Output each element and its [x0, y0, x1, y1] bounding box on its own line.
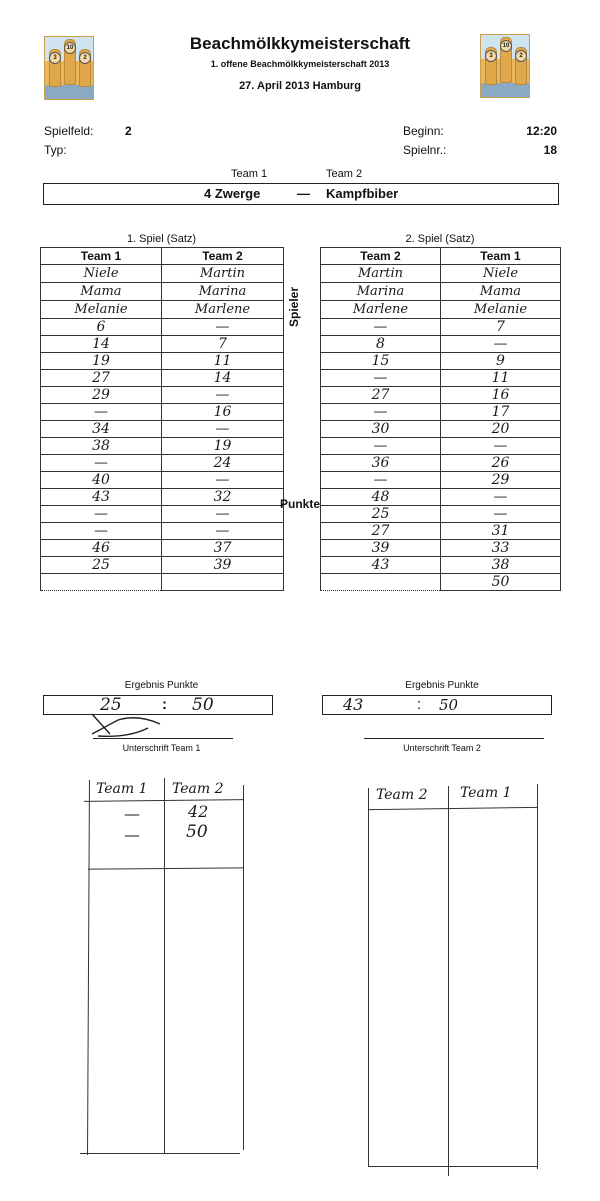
score-cell: 30 [321, 421, 441, 438]
spielfeld-label: Spielfeld: [44, 124, 94, 138]
game2-caption: 2. Spiel (Satz) [405, 233, 475, 245]
extra-right-col-a: Team 2 [376, 787, 428, 803]
score-cell: 31 [441, 523, 561, 540]
extra-left-cell: 50 [186, 822, 208, 842]
score-cell: 11 [441, 370, 561, 387]
player-name: Marina [321, 283, 441, 301]
typ-label: Typ: [44, 143, 67, 157]
score-cell: 9 [441, 353, 561, 370]
game1-result-a: 25 [100, 695, 122, 715]
player-name: Martin [321, 265, 441, 283]
extra-left-col-b: Team 2 [172, 781, 224, 797]
signature-team1-caption: Unterschrift Team 1 [122, 743, 201, 753]
event-date: 27. April 2013 Hamburg [239, 80, 361, 92]
score-cell: 25 [321, 506, 441, 523]
score-cell: — [441, 438, 561, 455]
score-cell: — [321, 370, 441, 387]
score-cell: 8 [321, 336, 441, 353]
score-cell: 48 [321, 489, 441, 506]
page-subtitle: 1. offene Beachmölkkymeisterschaft 2013 [210, 59, 390, 69]
score-row [41, 489, 284, 506]
score-row [321, 370, 561, 387]
score-cell: 20 [441, 421, 561, 438]
score-cell: — [162, 523, 284, 540]
extra-right-col-b: Team 1 [460, 785, 512, 801]
game2-col-a: Team 2 [321, 248, 441, 265]
score-cell: 43 [41, 489, 162, 506]
player-row [321, 283, 561, 301]
score-row [41, 574, 284, 591]
player-name: Marlene [321, 301, 441, 319]
matchup-separator: — [297, 186, 310, 201]
team1-caption: Team 1 [231, 168, 268, 180]
game2-table [320, 247, 561, 591]
game1-caption: 1. Spiel (Satz) [126, 233, 197, 245]
logo-pin-label: 10 [500, 40, 512, 52]
player-row [41, 283, 284, 301]
player-row [41, 265, 284, 283]
score-cell: 32 [162, 489, 284, 506]
player-name: Marlene [162, 301, 284, 319]
logo-pin-label: 10 [64, 42, 76, 54]
score-row [321, 455, 561, 472]
score-row [321, 574, 561, 591]
player-row [41, 301, 284, 319]
game2-result-sep: : [417, 696, 422, 713]
game1-col-a: Team 1 [41, 248, 162, 265]
score-cell: 11 [162, 353, 284, 370]
score-cell: 29 [41, 387, 162, 404]
game1-result-sep: : [162, 696, 167, 713]
score-row [321, 353, 561, 370]
score-row [41, 336, 284, 353]
team2-name: Kampfbiber [326, 186, 399, 201]
spielnr-value: 18 [543, 143, 557, 157]
score-cell: 15 [321, 353, 441, 370]
extra-left-cell: 42 [188, 802, 209, 821]
score-row [41, 523, 284, 540]
score-row [321, 506, 561, 523]
signature-team2-caption: Unterschrift Team 2 [403, 743, 481, 753]
score-cell: 38 [441, 557, 561, 574]
score-cell: 27 [321, 523, 441, 540]
score-row [321, 319, 561, 336]
score-cell: 39 [162, 557, 284, 574]
score-cell: — [321, 319, 441, 336]
score-cell: 24 [162, 455, 284, 472]
score-cell: 14 [162, 370, 284, 387]
score-cell: 25 [41, 557, 162, 574]
score-row [321, 557, 561, 574]
game2-result-b: 50 [439, 696, 459, 714]
player-row [321, 265, 561, 283]
game1-result-caption: Ergebnis Punkte [124, 680, 199, 691]
score-cell: — [162, 319, 284, 336]
score-cell: 16 [441, 387, 561, 404]
score-cell: — [441, 506, 561, 523]
score-cell: 37 [162, 540, 284, 557]
score-row [321, 387, 561, 404]
score-cell: 36 [321, 455, 441, 472]
score-cell: — [41, 523, 162, 540]
score-cell: 17 [441, 404, 561, 421]
score-row [41, 472, 284, 489]
spieler-label: Spieler [287, 286, 301, 327]
game1-col-b: Team 2 [162, 248, 284, 265]
player-row [321, 301, 561, 319]
game2-result-caption: Ergebnis Punkte [405, 680, 479, 691]
score-cell: — [162, 421, 284, 438]
score-cell: 50 [441, 574, 561, 591]
score-cell: 39 [321, 540, 441, 557]
score-cell: 27 [41, 370, 162, 387]
game2-result-a: 43 [343, 695, 364, 714]
spielnr-label: Spielnr.: [403, 143, 447, 157]
score-row [321, 523, 561, 540]
score-cell: — [41, 506, 162, 523]
score-cell: 40 [41, 472, 162, 489]
score-cell: 29 [441, 472, 561, 489]
team1-name: 4 Zwerge [204, 186, 261, 201]
score-cell: 34 [41, 421, 162, 438]
score-cell: 46 [41, 540, 162, 557]
logo-pin-label: 2 [79, 52, 91, 64]
beginn-value: 12:20 [526, 124, 557, 138]
score-cell: 43 [321, 557, 441, 574]
score-cell: 7 [162, 336, 284, 353]
extra-left-cell: — [124, 825, 140, 844]
score-cell: — [441, 336, 561, 353]
score-row [41, 455, 284, 472]
score-cell: 7 [441, 319, 561, 336]
score-cell: 19 [41, 353, 162, 370]
score-cell: 26 [441, 455, 561, 472]
score-cell: 14 [41, 336, 162, 353]
player-name: Mama [41, 283, 162, 301]
score-cell [162, 574, 284, 591]
punkte-label: Punkte [280, 497, 321, 511]
spielfeld-value: 2 [125, 124, 132, 138]
score-row [41, 557, 284, 574]
score-row [321, 421, 561, 438]
player-name: Melanie [441, 301, 561, 319]
player-name: Marina [162, 283, 284, 301]
score-row [41, 387, 284, 404]
score-cell: — [41, 455, 162, 472]
logo-pin-label: 2 [515, 50, 527, 62]
game2-col-b: Team 1 [441, 248, 561, 265]
score-row [41, 353, 284, 370]
player-name: Mama [441, 283, 561, 301]
score-cell: — [162, 506, 284, 523]
score-row [321, 404, 561, 421]
beginn-label: Beginn: [403, 124, 444, 138]
score-cell: — [321, 472, 441, 489]
score-cell [41, 574, 162, 591]
score-cell [321, 574, 441, 591]
game2-result-box [322, 695, 552, 715]
score-row [41, 404, 284, 421]
score-row [321, 438, 561, 455]
team2-caption: Team 2 [326, 168, 363, 180]
score-row [41, 438, 284, 455]
score-row [321, 336, 561, 353]
score-cell: — [321, 438, 441, 455]
player-name: Melanie [41, 301, 162, 319]
extra-left-cell: — [124, 804, 140, 823]
score-row [41, 370, 284, 387]
score-row [41, 421, 284, 438]
page-title: Beachmölkkymeisterschaft [189, 34, 411, 53]
game1-table [40, 247, 284, 591]
player-name: Martin [162, 265, 284, 283]
score-cell: — [162, 387, 284, 404]
score-row [41, 319, 284, 336]
matchup-box [43, 183, 559, 205]
logo-pin-label: 3 [49, 52, 61, 64]
score-row [321, 472, 561, 489]
player-name: Niele [441, 265, 561, 283]
game1-result-b: 50 [192, 695, 214, 715]
score-row [41, 540, 284, 557]
score-cell: — [441, 489, 561, 506]
score-row [321, 489, 561, 506]
extra-left-col-a: Team 1 [96, 781, 148, 797]
score-cell: 16 [162, 404, 284, 421]
score-row [321, 540, 561, 557]
score-cell: 38 [41, 438, 162, 455]
player-name: Niele [41, 265, 162, 283]
score-cell: 19 [162, 438, 284, 455]
score-cell: — [41, 404, 162, 421]
score-cell: — [162, 472, 284, 489]
score-cell: 27 [321, 387, 441, 404]
score-cell: 6 [41, 319, 162, 336]
logo-pin-label: 3 [485, 50, 497, 62]
score-cell: — [321, 404, 441, 421]
score-cell: 33 [441, 540, 561, 557]
score-row [41, 506, 284, 523]
